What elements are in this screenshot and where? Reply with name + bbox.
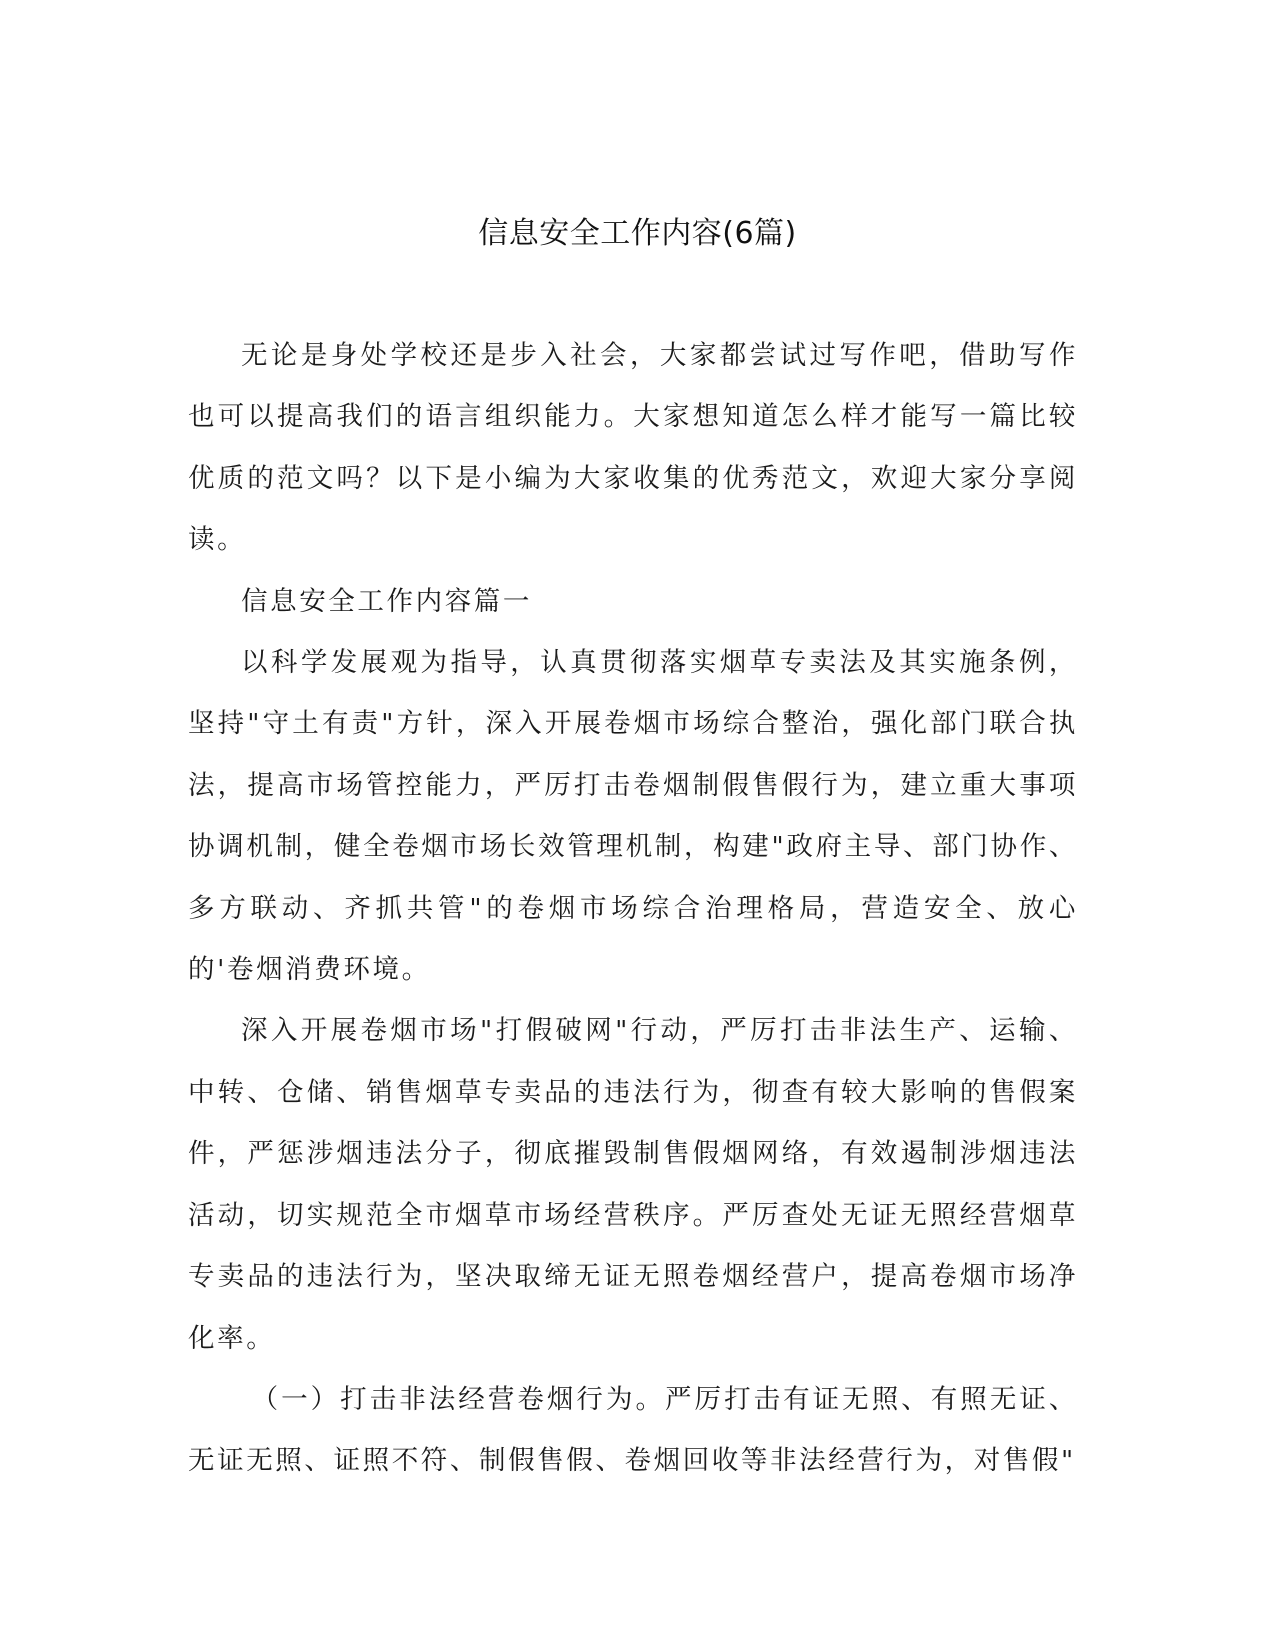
document-title: 信息安全工作内容(6篇) — [478, 216, 797, 251]
section-heading: 信息安全工作内容篇一 — [241, 585, 532, 617]
body-paragraph: 深入开展卷烟市场"打假破网"行动，严厉打击非法生产、运输、中转、仓储、销售烟草专卖品的违法行为，彻查有较大影响的售假案件，严惩涉烟违法分子，彻底摧毁制售假烟网络，有效遏制涉烟违法活动，切实规范全市烟草市场经营秩序。严厉查处无证无照经营烟草专卖品的违法行为，坚决取缔无证无照卷烟经营户，提高卷烟市场净化率。 — [188, 1015, 1078, 1354]
document-body — [188, 325, 1078, 1492]
intro-paragraph: 无论是身处学校还是步入社会，大家都尝试过写作吧，借助写作也可以提高我们的语言组织能力。大家想知道怎么样才能写一篇比较优质的范文吗？以下是小编为大家收集的优秀范文，欢迎大家分享阅读。 — [188, 340, 1078, 556]
body-paragraph: 以科学发展观为指导，认真贯彻落实烟草专卖法及其实施条例，坚持"守土有责"方针，深入开展卷烟市场综合整治，强化部门联合执法，提高市场管控能力，严厉打击卷烟制假售假行为，建立重大事项协调机制，健全卷烟市场长效管理机制，构建"政府主导、部门协作、多方联动、齐抓共管"的卷烟市场综合治理格局，营造安全、放心的'卷烟消费环境。 — [188, 647, 1078, 986]
list-item-paragraph: （一）打击非法经营卷烟行为。严厉打击有证无照、有照无证、无证无照、证照不符、制假售假、卷烟回收等非法经营行为，对售假" — [188, 1383, 1078, 1477]
